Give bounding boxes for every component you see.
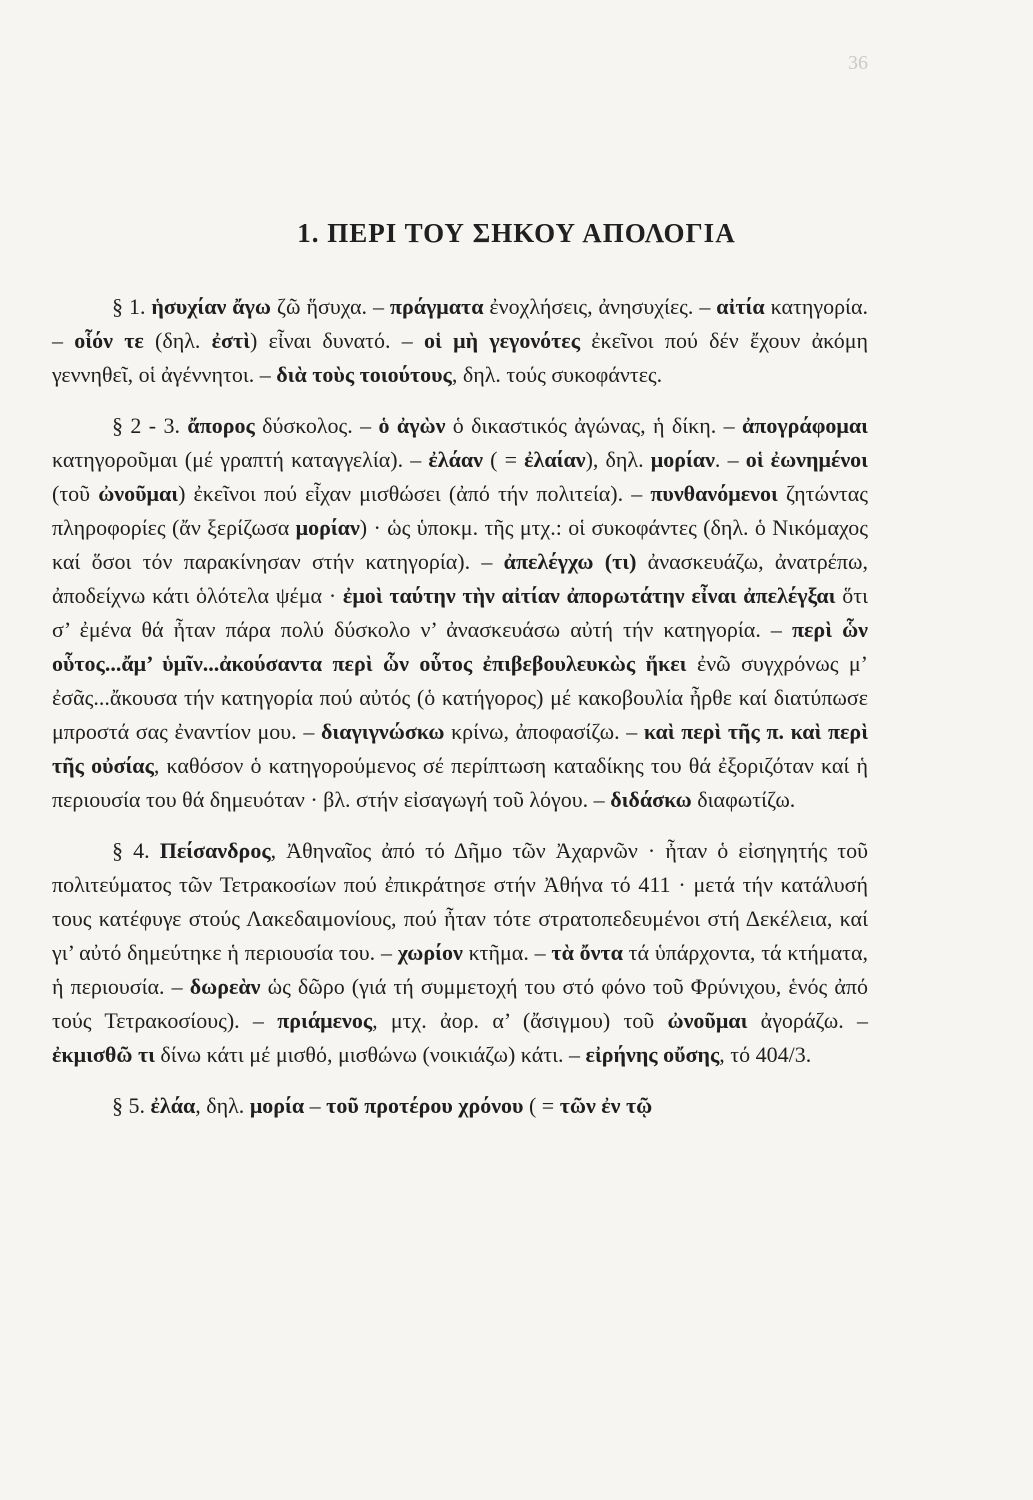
headword: ἐμοὶ ταύτην τὴν αἰτίαν ἀπορωτάτην εἶναι ἀπελέγξαι [342,583,836,608]
gloss-text: κτῆμα. – [462,940,552,965]
headword: μορίαν [650,447,715,472]
headword: ἐλαίαν [524,447,586,472]
headword: πράγματα [389,294,484,319]
gloss-text: ἐκεῖνοι πού δέν ἔχουν ἀκόμη γεννηθεῖ, οἱ ἀγέννητοι. – [52,328,869,387]
headword: ὁ ἀγὼν [378,413,446,438]
gloss-text: ἐνοχλήσεις, ἀνησυχίες. – [483,294,717,319]
gloss-text: ὁ δικαστικός ἀγώνας, ἡ δίκη. – [445,413,743,438]
headword: τοῦ προτέρου χρόνου [326,1093,524,1118]
gloss-text: ὅτι σ’ ἐμένα θά ἦταν πάρα πολύ δύσκολο ν’ ἀνασκευάσω αὐτή τήν κατηγορία. – [52,583,869,642]
gloss-text: , δηλ. [195,1093,250,1118]
gloss-text: . – [714,447,746,472]
gloss-text: ὡς δῶρο (γιά τή συμμετοχή του στό φόνο τοῦ Φρύνιχου, ἑνός ἀπό τούς Τετρακοσίους). – [52,974,868,1033]
gloss-text: , καθόσον ὁ κατηγορούμενος σέ περίπτωση καταδίκης του θά ἐξοριζόταν καί ἡ περιουσία του θά δημευόταν · βλ. στήν εἰσαγωγή τοῦ λόγου. – [52,753,868,812]
headword: ἀπογράφομαι [742,413,869,438]
gloss-text: , δηλ. τούς συκοφάντες. [451,362,663,387]
gloss-text: ( = [482,447,525,472]
paragraph-p3 [52,834,868,1072]
gloss-text: ) · ὡς ὑποκμ. τῆς μτχ.: οἱ συκοφάντες (δηλ. ὁ Νικόμαχος καί ὅσοι τόν παρακίνησαν στήν κατηγορία). – [52,515,868,574]
chapter-title: 1. ΠΕΡΙ ΤΟΥ ΣΗΚΟΥ ΑΠΟΛΟΓΙΑ [297,218,736,248]
gloss-text: ζῶ ἥσυχα. – [270,294,390,319]
paragraph-p1 [52,290,868,392]
page-number: 36 [848,52,868,74]
headword: μορίαν [295,515,360,540]
gloss-text: , τό 404/3. [719,1042,812,1067]
gloss-text: δύσκολος. – [254,413,379,438]
gloss-text: – [304,1093,327,1118]
gloss-text: ) ἐκεῖνοι πού εἶχαν μισθώσει (ἀπό τήν πολιτεία). – [178,481,651,506]
gloss-text: § 5. [112,1093,151,1118]
gloss-text: ( = [523,1093,560,1118]
headword: οἷόν τε [74,328,144,353]
gloss-text: § 2 - 3. [112,413,188,438]
gloss-text: κρίνω, ἀποφασίζω. – [444,719,644,744]
gloss-text: τά ὑπάρχοντα, τά κτήματα, ἡ περιουσία. – [52,940,868,999]
headword: τῶν ἐν τῷ [559,1093,653,1118]
headword: ὠνοῦμαι [98,481,179,506]
headword: ἀπελέγχω (τι) [503,549,637,574]
gloss-text: κατηγοροῦμαι (μέ γραπτή καταγγελία). – [52,447,429,472]
headword: τὰ ὄντα [551,940,623,965]
headword: αἰτία [716,294,765,319]
headword: περὶ ὧν οὗτος...ἄμ’ ὑμῖν...ἀκούσαντα περὶ ὧν οὗτος ἐπιβεβουλευκὼς ἥκει [52,617,868,676]
gloss-text: ) εἶναι δυνατό. – [249,328,425,353]
gloss-text: διαφωτίζω. [691,787,796,812]
headword: ὠνοῦμαι [667,1008,748,1033]
headword: μορία [249,1093,305,1118]
gloss-text: ζητώντας πληροφορίες (ἄν ξερίζωσα [52,481,868,540]
headword: διαγιγνώσκω [320,719,445,744]
headword: οἱ μὴ γεγονότες [424,328,580,353]
gloss-text: , μτχ. ἀορ. α’ (ἄσιγμου) τοῦ [372,1008,668,1033]
gloss-text: κατηγορία. – [52,294,868,353]
headword: πυνθανόμενοι [650,481,778,506]
gloss-text: , Ἀθηναῖος ἀπό τό Δῆμο τῶν Ἀχαρνῶν · ἦταν ὁ εἰσηγητής τοῦ πολιτεύματος τῶν Τετρακοσίων πού ἐπικράτησε στήν Ἀθήνα τό 411 · μετά τήν κατάλυσή τους κατέφυγε στούς Λακεδαιμονίους, πού ἦταν τότε στρατοπεδευμένοι στή Δεκέλεια, καί γι’ αὐτό δημεύτηκε ἡ περιουσία του. – [52,838,869,965]
headword: καὶ περὶ τῆς π. καὶ περὶ τῆς οὐσίας [52,719,869,778]
gloss-text: δίνω κάτι μέ μισθό, μισθώνω (νοικιάζω) κάτι. – [154,1042,586,1067]
gloss-text: § 1. [112,294,152,319]
headword: ἡσυχίαν ἄγω [151,294,271,319]
gloss-text: ἐνῶ συγχρόνως μ’ ἐσᾶς...ἄκουσα τήν κατηγορία πού αὐτός (ὁ κατήγορος) μέ κακοβουλία ἦρθε καί διατύπωσε μπροστά σας ἐναντίον μου. – [52,651,868,744]
headword: διὰ τοὺς τοιούτους [276,362,452,387]
gloss-text: (δηλ. [143,328,212,353]
headword: ἐλάα [150,1093,196,1118]
headword: Πείσανδρος [159,838,271,863]
headword: διδάσκω [610,787,692,812]
paragraph-p4 [52,1089,868,1123]
headword: πριάμενος [277,1008,373,1033]
headword: δωρεὰν [189,974,261,999]
headword: οἱ ἐωνημένοι [745,447,869,472]
headword: χωρίον [397,940,463,965]
gloss-text: § 4. [112,838,160,863]
gloss-text: ἀγοράζω. – [747,1008,868,1033]
headword: ἄπορος [187,413,255,438]
gloss-text: (τοῦ [52,481,99,506]
paragraph-p2 [52,409,868,817]
headword: ἐλάαν [428,447,483,472]
headword: εἰρήνης οὔσης [585,1042,720,1067]
gloss-text: ἀνασκευάζω, ἀνατρέπω, ἀποδείχνω κάτι ὁλότελα ψέμα · [52,549,869,608]
commentary-text [52,290,868,1123]
headword: ἐστὶ [211,328,250,353]
gloss-text: ), δηλ. [585,447,651,472]
headword: ἐκμισθῶ τι [52,1042,155,1067]
